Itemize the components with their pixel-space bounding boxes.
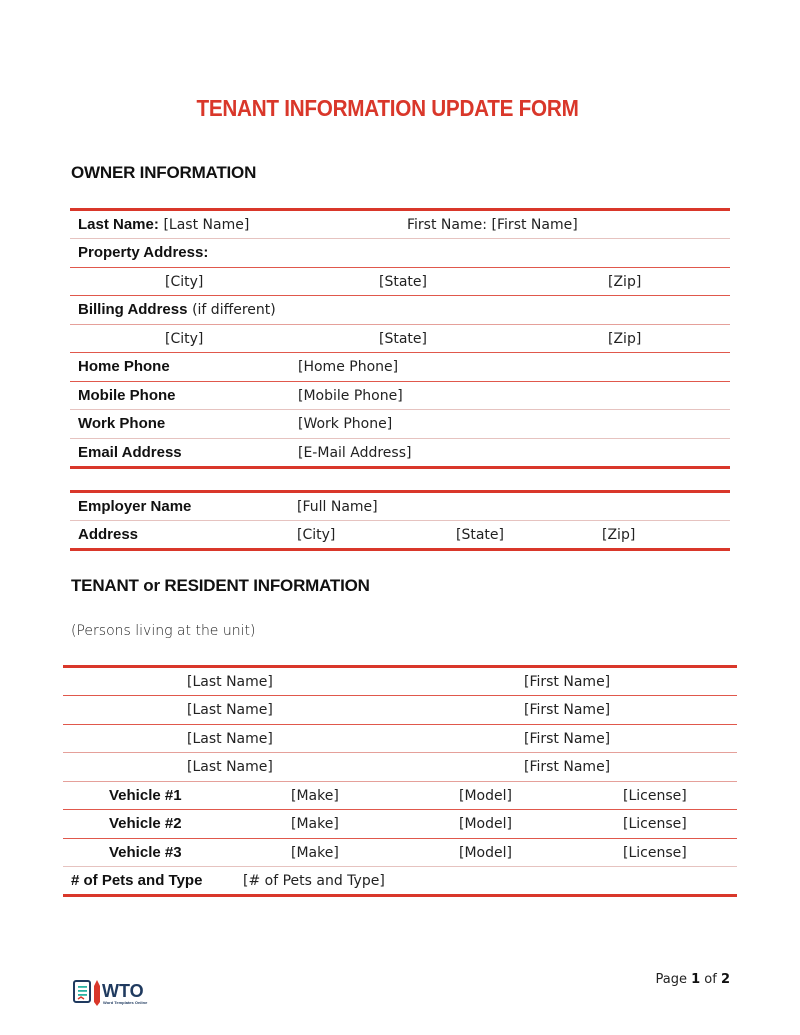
person-row [63, 696, 737, 725]
page-total: 2 [720, 972, 730, 987]
vehicle-model-field[interactable]: [Model] [459, 787, 512, 804]
billing-zip-field[interactable]: [Zip] [608, 330, 642, 347]
employer-address-label: Address [78, 526, 139, 543]
property-address-row [70, 239, 730, 268]
vehicle-license-field[interactable]: [License] [623, 787, 687, 804]
vehicle-license-field[interactable]: [License] [623, 816, 687, 832]
last-name-label: Last Name: [78, 216, 159, 233]
person-first-name-field[interactable]: [First Name] [524, 674, 611, 690]
employer-name-field[interactable]: [Full Name] [297, 499, 378, 515]
vehicle-row [63, 782, 737, 811]
billing-state-field[interactable]: [State] [379, 330, 427, 347]
person-first-name-field[interactable]: [First Name] [524, 702, 611, 718]
tenant-info-table [63, 665, 737, 897]
person-last-name-field[interactable]: [Last Name] [187, 730, 273, 747]
tenant-section-note: (Persons living at the unit) [71, 623, 256, 639]
billing-address-note: (if different) [192, 302, 276, 318]
employer-city-field[interactable]: [City] [297, 527, 336, 543]
property-address-fields-row [70, 268, 730, 297]
page-current: 1 [691, 972, 701, 987]
last-first-name-row [70, 208, 730, 239]
vehicle-row [63, 839, 737, 868]
vehicle-label: Vehicle #2 [109, 815, 182, 832]
employer-address-row [70, 521, 730, 551]
billing-address-row [70, 296, 730, 325]
employer-name-label: Employer Name [78, 498, 192, 515]
person-last-name-field[interactable]: [Last Name] [187, 702, 273, 718]
person-first-name-field[interactable]: [First Name] [524, 730, 611, 747]
work-phone-row [70, 410, 730, 439]
vehicle-license-field[interactable]: [License] [623, 844, 687, 861]
first-name-label: First Name: [407, 217, 487, 233]
vehicle-label: Vehicle #3 [109, 843, 182, 861]
tenant-section-heading: TENANT or RESIDENT INFORMATION [71, 576, 370, 595]
work-phone-label: Work Phone [78, 415, 166, 432]
vehicle-make-field[interactable]: [Make] [291, 844, 339, 861]
logo-subtext: Word Templates Online [103, 1000, 148, 1005]
person-last-name-field[interactable]: [Last Name] [187, 674, 273, 690]
vehicle-make-field[interactable]: [Make] [291, 787, 339, 804]
email-address-row [70, 439, 730, 469]
vehicle-make-field[interactable]: [Make] [291, 816, 339, 832]
employer-zip-field[interactable]: [Zip] [602, 527, 636, 543]
email-address-label: Email Address [78, 443, 182, 461]
mobile-phone-row [70, 382, 730, 411]
first-name-field[interactable]: [First Name] [491, 217, 578, 233]
logo-doc-line [78, 994, 87, 996]
vehicle-model-field[interactable]: [Model] [459, 844, 512, 861]
email-address-field[interactable]: [E-Mail Address] [298, 444, 412, 461]
pets-field[interactable]: [# of Pets and Type] [243, 873, 385, 889]
logo-doc-line [78, 986, 87, 988]
owner-info-table [70, 208, 730, 469]
page-number [655, 972, 730, 987]
form-title: TENANT INFORMATION UPDATE FORM [196, 95, 579, 121]
vehicle-label: Vehicle #1 [109, 786, 182, 804]
person-row [63, 665, 737, 696]
billing-address-label: Billing Address [78, 301, 188, 318]
employer-state-field[interactable]: [State] [456, 527, 504, 543]
owner-section-heading: OWNER INFORMATION [71, 163, 257, 182]
person-last-name-field[interactable]: [Last Name] [187, 759, 273, 775]
home-phone-field[interactable]: [Home Phone] [298, 359, 399, 375]
last-name-field[interactable]: [Last Name] [163, 217, 250, 233]
property-state-field[interactable]: [State] [379, 273, 427, 290]
mobile-phone-field[interactable]: [Mobile Phone] [298, 387, 403, 404]
person-row [63, 725, 737, 754]
person-first-name-field[interactable]: [First Name] [524, 759, 611, 775]
property-city-field[interactable]: [City] [165, 273, 204, 290]
page-of: of [704, 972, 717, 987]
home-phone-row [70, 353, 730, 382]
employer-name-row [70, 490, 730, 521]
wto-logo [72, 978, 158, 1008]
page-prefix: Page [655, 972, 687, 987]
pets-label: # of Pets and Type [71, 872, 203, 889]
billing-city-field[interactable]: [City] [165, 330, 204, 347]
employer-table [70, 490, 730, 551]
property-address-label: Property Address: [78, 244, 209, 261]
logo-text: WTO [102, 981, 144, 1001]
pets-row [63, 867, 737, 897]
work-phone-field[interactable]: [Work Phone] [298, 416, 393, 432]
person-row [63, 753, 737, 782]
billing-address-fields-row [70, 325, 730, 354]
vehicle-row [63, 810, 737, 839]
logo-pen-icon [94, 980, 100, 1006]
mobile-phone-label: Mobile Phone [78, 386, 176, 404]
property-zip-field[interactable]: [Zip] [608, 273, 642, 290]
vehicle-model-field[interactable]: [Model] [459, 816, 512, 832]
home-phone-label: Home Phone [78, 358, 170, 375]
logo-doc-line [78, 990, 87, 992]
